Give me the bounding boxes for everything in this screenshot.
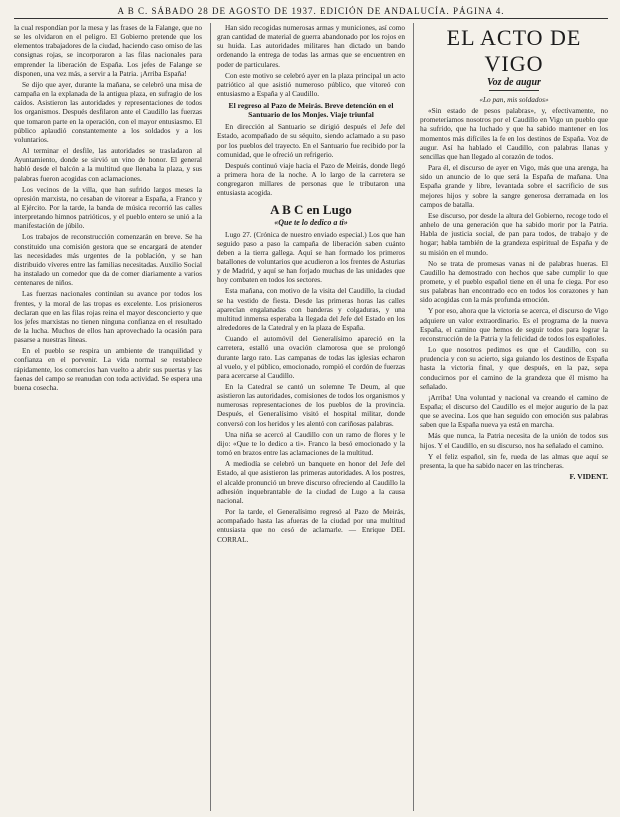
middle-top-text xyxy=(217,23,405,98)
article-title-acto-vigo: EL ACTO DE VIGO xyxy=(446,25,582,76)
paragraph: Ese discurso, por desde la altura del Gobierno, recoge todo el anhelo de una generación que ha sabido morir por la Patria. Habla de justicia social, de pan para todos, de trabajo y de hogar; habla también de la grandeza espiritual de España y de su misión en el mundo. xyxy=(420,210,608,257)
paragraph: Han sido recogidas numerosas armas y municiones, así como gran cantidad de material de guerra abandonado por los rojos en su huida. Las autoridades militares han dictado un bando ordenando la entrega de todas las armas que se encuentren en poder de particulares. xyxy=(217,23,405,69)
paragraph: Los vecinos de la villa, que han sufrido largos meses la opresión marxista, no cesaban de vitorear a España, a Franco y al Ejército. Por la tarde, la banda de música recorrió las calles interpretando himnos patrióticos, y el pueblo entero se unió a la manifestación de júbilo. xyxy=(14,184,202,231)
paragraph: No se trata de promesas vanas ni de palabras hueras. El Caudillo ha demostrado con hechos que sabe cumplir lo que promete, y el pueblo español tiene en él una fe ciega. Por eso sus palabras han encontrado eco en todos los corazones y han sido acogidas con la más profunda emoción. xyxy=(420,258,608,305)
paragraph: Lo que nosotros pedimos es que el Caudillo, con su prudencia y con su acierto, siga guiando los destinos de España hasta la victoria final, y que después, en la paz, sepa conducirnos por el camino de la grandeza que él mismo ha señalado. xyxy=(420,345,608,391)
paragraph: Una niña se acercó al Caudillo con un ramo de flores y le dijo: «Que te lo dedico a ti». Franco la besó emocionado y la tomó en brazos entre las aclamaciones de la multitud. xyxy=(217,429,405,458)
article-subtitle: Voz de augur xyxy=(487,77,541,88)
paragraph: «Sin estado de pesos palabras», y, efectivamente, no prometeríamos nosotros por el Caudillo en Vigo un pueblo que ha sufrido, que ha luchado y que ha sabido mantener en los momentos más difíciles la fe en los destinos de España. Voz de augur. Así ha hablado el Caudillo, con palabras llanas y sencillas que han llegado al corazón de todos. xyxy=(420,106,608,161)
section-title-abc-lugo: A B C en Lugo xyxy=(270,201,352,217)
paragraph: Y por eso, ahora que la victoria se acerca, el discurso de Vigo adquiere un valor extraordinario. Es el programa de la nueva España, el camino que hemos de seguir todos para lograr la reconstrucción de la Patria y la felicidad de todos los españoles. xyxy=(420,306,608,343)
headline-pazo-meiras: El regreso al Pazo de Meirás. Breve detención en el Santuario de los Monjes. Viaje triunfal xyxy=(228,101,394,120)
paragraph: Para él, el discurso de ayer en Vigo, más que una arenga, ha sido un anuncio de lo que será la España de mañana. Una España grande y libre, levantada sobre el sacrificio de sus mejores hijos y sobre la sangre generosa derramada en los campos de batalla. xyxy=(420,163,608,209)
right-body-text xyxy=(420,95,608,470)
middle-bottom-text xyxy=(217,230,405,544)
paragraph: Esta mañana, con motivo de la visita del Caudillo, la ciudad se ha vestido de fiesta. Desde las primeras horas las calles aparecían engalanadas con banderas y colgaduras, y una multitud inmensa esperaba la llegada del Jefe del Estado en los alrededores de la Catedral y en la plaza de España. xyxy=(217,286,405,333)
paragraph: Con este motivo se celebró ayer en la plaza principal un acto patriótico al que asistió numeroso público, que vitoreó con entusiasmo a España y al Caudillo. xyxy=(217,70,405,99)
paragraph: Después continuó viaje hacia el Pazo de Meirás, donde llegó a primera hora de la noche. A lo largo de la carretera se congregaron millares de personas que le tributaron una entusiasta acogida. xyxy=(217,160,405,198)
running-head: A B C. SÁBADO 28 DE AGOSTO DE 1937. EDICIÓN DE ANDALUCÍA. PÁGINA 4. xyxy=(14,6,608,19)
middle-mid-text xyxy=(217,122,405,197)
paragraph: Más que nunca, la Patria necesita de la unión de todos sus hijos. Y el Caudillo, en su discurso, nos ha señalado el camino. xyxy=(420,431,608,450)
column-middle xyxy=(210,23,405,811)
paragraph: A mediodía se celebró un banquete en honor del Jefe del Estado, al que asistieron las primeras autoridades. A los postres, el alcalde pronunció un breve discurso ofreciendo al Caudillo la adhesión inquebrantable de la ciudad de Lugo a la causa nacional. xyxy=(217,459,405,505)
paragraph: Cuando el automóvil del Generalísimo apareció en la carretera, estalló una ovación clamorosa que se prolongó durante largo rato. Las campanas de todas las iglesias echaron al vuelo, y el público, emocionado, rompió el cordón de fuerzas para acercarse al Caudillo. xyxy=(217,334,405,380)
paragraph: Los trabajos de reconstrucción comenzarán en breve. Se ha constituido una comisión gestora que se encargará de atender las necesidades más urgentes de la población, y se han distribuido víveres entre las familias necesitadas. Auxilio Social ha instalado un comedor que da de comer diariamente a varios centenares de niños. xyxy=(14,232,202,288)
column-right xyxy=(413,23,608,811)
paragraph: En la Catedral se cantó un solemne Te Deum, al que asistieron las autoridades, comisiones de todos los organismos y numerosas representaciones de los pueblos de la provincia. Después, el Generalísimo visitó el hospital militar, donde conversó con los heridos y les alentó con cariñosas palabras. xyxy=(217,382,405,428)
paragraph: Lugo 27. (Crónica de nuestro enviado especial.) Los que han seguido paso a paso la campaña de liberación saben cuánto deben a la tierra gallega. Aquí se han formado los primeros batallones de voluntarios que acudieron a los frentes de Asturias y de Madrid, y aquí se han forjado muchas de las unidades que hoy combaten en todos los sectores. xyxy=(217,229,405,285)
paragraph: Al terminar el desfile, las autoridades se trasladaron al Ayuntamiento, donde se sirvió un vino de honor. El general habló desde el balcón a la multitud que llenaba la plaza, y sus palabras fueron acogidas con aclamaciones. xyxy=(14,146,202,183)
paragraph: En dirección al Santuario se dirigió después el Jefe del Estado, acompañado de su séquito, siendo aclamado a su paso por los pueblos del trayecto. En el Santuario fue recibido por la comunidad, que le ofreció un refrigerio. xyxy=(217,122,405,159)
article-signature: F. VIDENT. xyxy=(569,472,608,482)
paragraph: Y el feliz español, sin fe, rueda de las almas que aquí se presenta, la que ha sabido nacer en las trincheras. xyxy=(420,451,608,470)
column-left xyxy=(14,23,202,811)
section-subtitle: «Que te lo dedico a ti» xyxy=(274,217,348,227)
columns xyxy=(14,23,608,811)
paragraph: Se dijo que ayer, durante la mañana, se celebró una misa de campaña en la explanada de la antigua plaza, en sufragio de los caídos. Asistieron las autoridades y representaciones de todos los organismos. Después desfilaron ante el Caudillo las fuerzas que tomaron parte en la operación, con el mayor entusiasmo. El público aplaudió constantemente a los soldados y a los voluntarios. xyxy=(14,79,202,144)
paragraph: Por la tarde, el Generalísimo regresó al Pazo de Meirás, acompañado hasta las afueras de la ciudad por una multitud entusiasta que no cesó de aclamarle. — Enrique DEL CORRAL. xyxy=(217,507,405,544)
paragraph: «Lo pan, mis soldados» xyxy=(479,95,549,104)
paragraph: ¡Arriba! Una voluntad y nacional va creando el camino de España; el discurso del Caudillo es el mejor augurio de la paz que se avecina. Los que han seguido con emoción sus palabras saben que la España nueva ya está en marcha. xyxy=(420,392,608,430)
paragraph: En el pueblo se respira un ambiente de tranquilidad y confianza en el porvenir. La vida normal se restablece rápidamente, los comercios han vuelto a abrir sus puertas y las faenas del campo se reanudan con toda actividad. Se espera una buena cosecha. xyxy=(14,346,202,392)
newspaper-page xyxy=(14,6,608,811)
paragraph: Las fuerzas nacionales continúan su avance por todos los frentes, y la moral de las tropas es excelente. Los prisioneros declaran que en las filas rojas reina el mayor desconcierto y que los jefes marxistas no tienen ninguna confianza en el resultado de la lucha. Muchos de ellos han aprovechado la ocasión para pasarse a nuestras líneas. xyxy=(14,289,202,345)
title-divider xyxy=(489,90,539,91)
paragraph: la cual respondían por la mesa y las frases de la Falange, que no se les olvidaron en el peligro. El Gobierno pretende que los elementos trabajadores de la ciudad, haciendo caso omiso de las consignas rojas, se incorporaron a las filas nacionales para emprender la liberación de España. Los jefes de Falange se disponen, una vez más, a servir a la Patria. ¡Arriba España! xyxy=(14,23,202,78)
